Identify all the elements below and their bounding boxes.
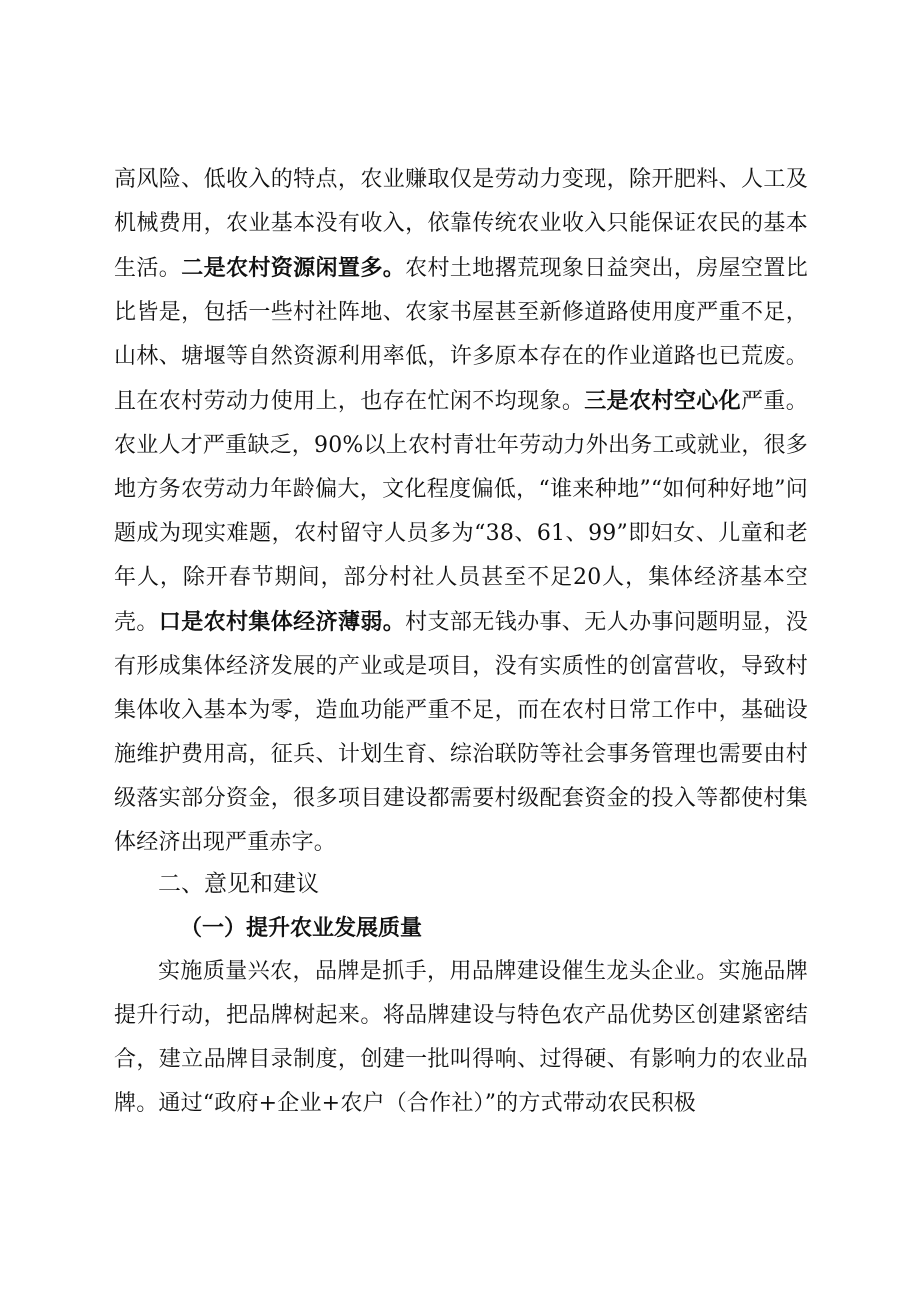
text-run: 村支部无钱办事、无人办事问题明显，没有形成集体经济发展的产业或是项目，没有实质性的创富营收，导致村集体收入基本为零，造血功能严重不足，而在农村日常工作中，基础设施维护费用高，征兵、计划生育、综治联防等社会事务管理也需要由村级落实部分资金，很多项目建设都需要村级配套资金的投入等都使村集体经济出现严重赤字。 <box>114 610 809 855</box>
text-run: 高风险、低收入的特点，农业赚取仅是劳动力变现，除开肥料、人工及机械费用，农业基本没有收入，依靠传统农业收入只能保证农民的基本生活。 <box>114 167 808 281</box>
section-heading: 二、意见和建议 <box>158 871 319 897</box>
bold-text-run: 口是农村集体经济薄弱。 <box>158 609 406 635</box>
subsection-heading: （一）提升农业发展质量 <box>180 915 423 941</box>
bold-text-run: 三是农村空心化 <box>584 388 741 414</box>
text-run: 严重。农业人才严重缺乏，90%以上农村青壮年劳动力外出务工或就业，很多地方务农劳动力年龄偏大，文化程度偏低，“谁来种地”“如何种好地”问题成为现实难题，农村留守人员多为“38、61、99”即妇女、儿童和老年人，除开春节期间，部分村社人员甚至不足20人，集体经济基本空壳。 <box>114 389 808 635</box>
body-paragraph: 实施质量兴农，品牌是抓手，用品牌建设催生龙头企业。实施品牌提升行动，把品牌树起来。将品牌建设与特色农产品优势区创建紧密结合，建立品牌目录制度，创建一批叫得响、过得硬、有影响力的农业品牌。通过“政府+企业+农户（合作社）”的方式带动农民积极 <box>114 959 808 1116</box>
body-paragraph <box>114 158 808 865</box>
bold-text-run: 二是农村资源闲置多。 <box>181 255 406 281</box>
text-run: 农村土地撂荒现象日益突出，房屋空置比比皆是，包括一些村社阵地、农家书屋甚至新修道路使用度严重不足，山林、塘堰等自然资源利用率低，许多原本存在的作业道路也已荒废。且在农村劳动力使用上，也存在忙闲不均现象。 <box>114 256 808 414</box>
